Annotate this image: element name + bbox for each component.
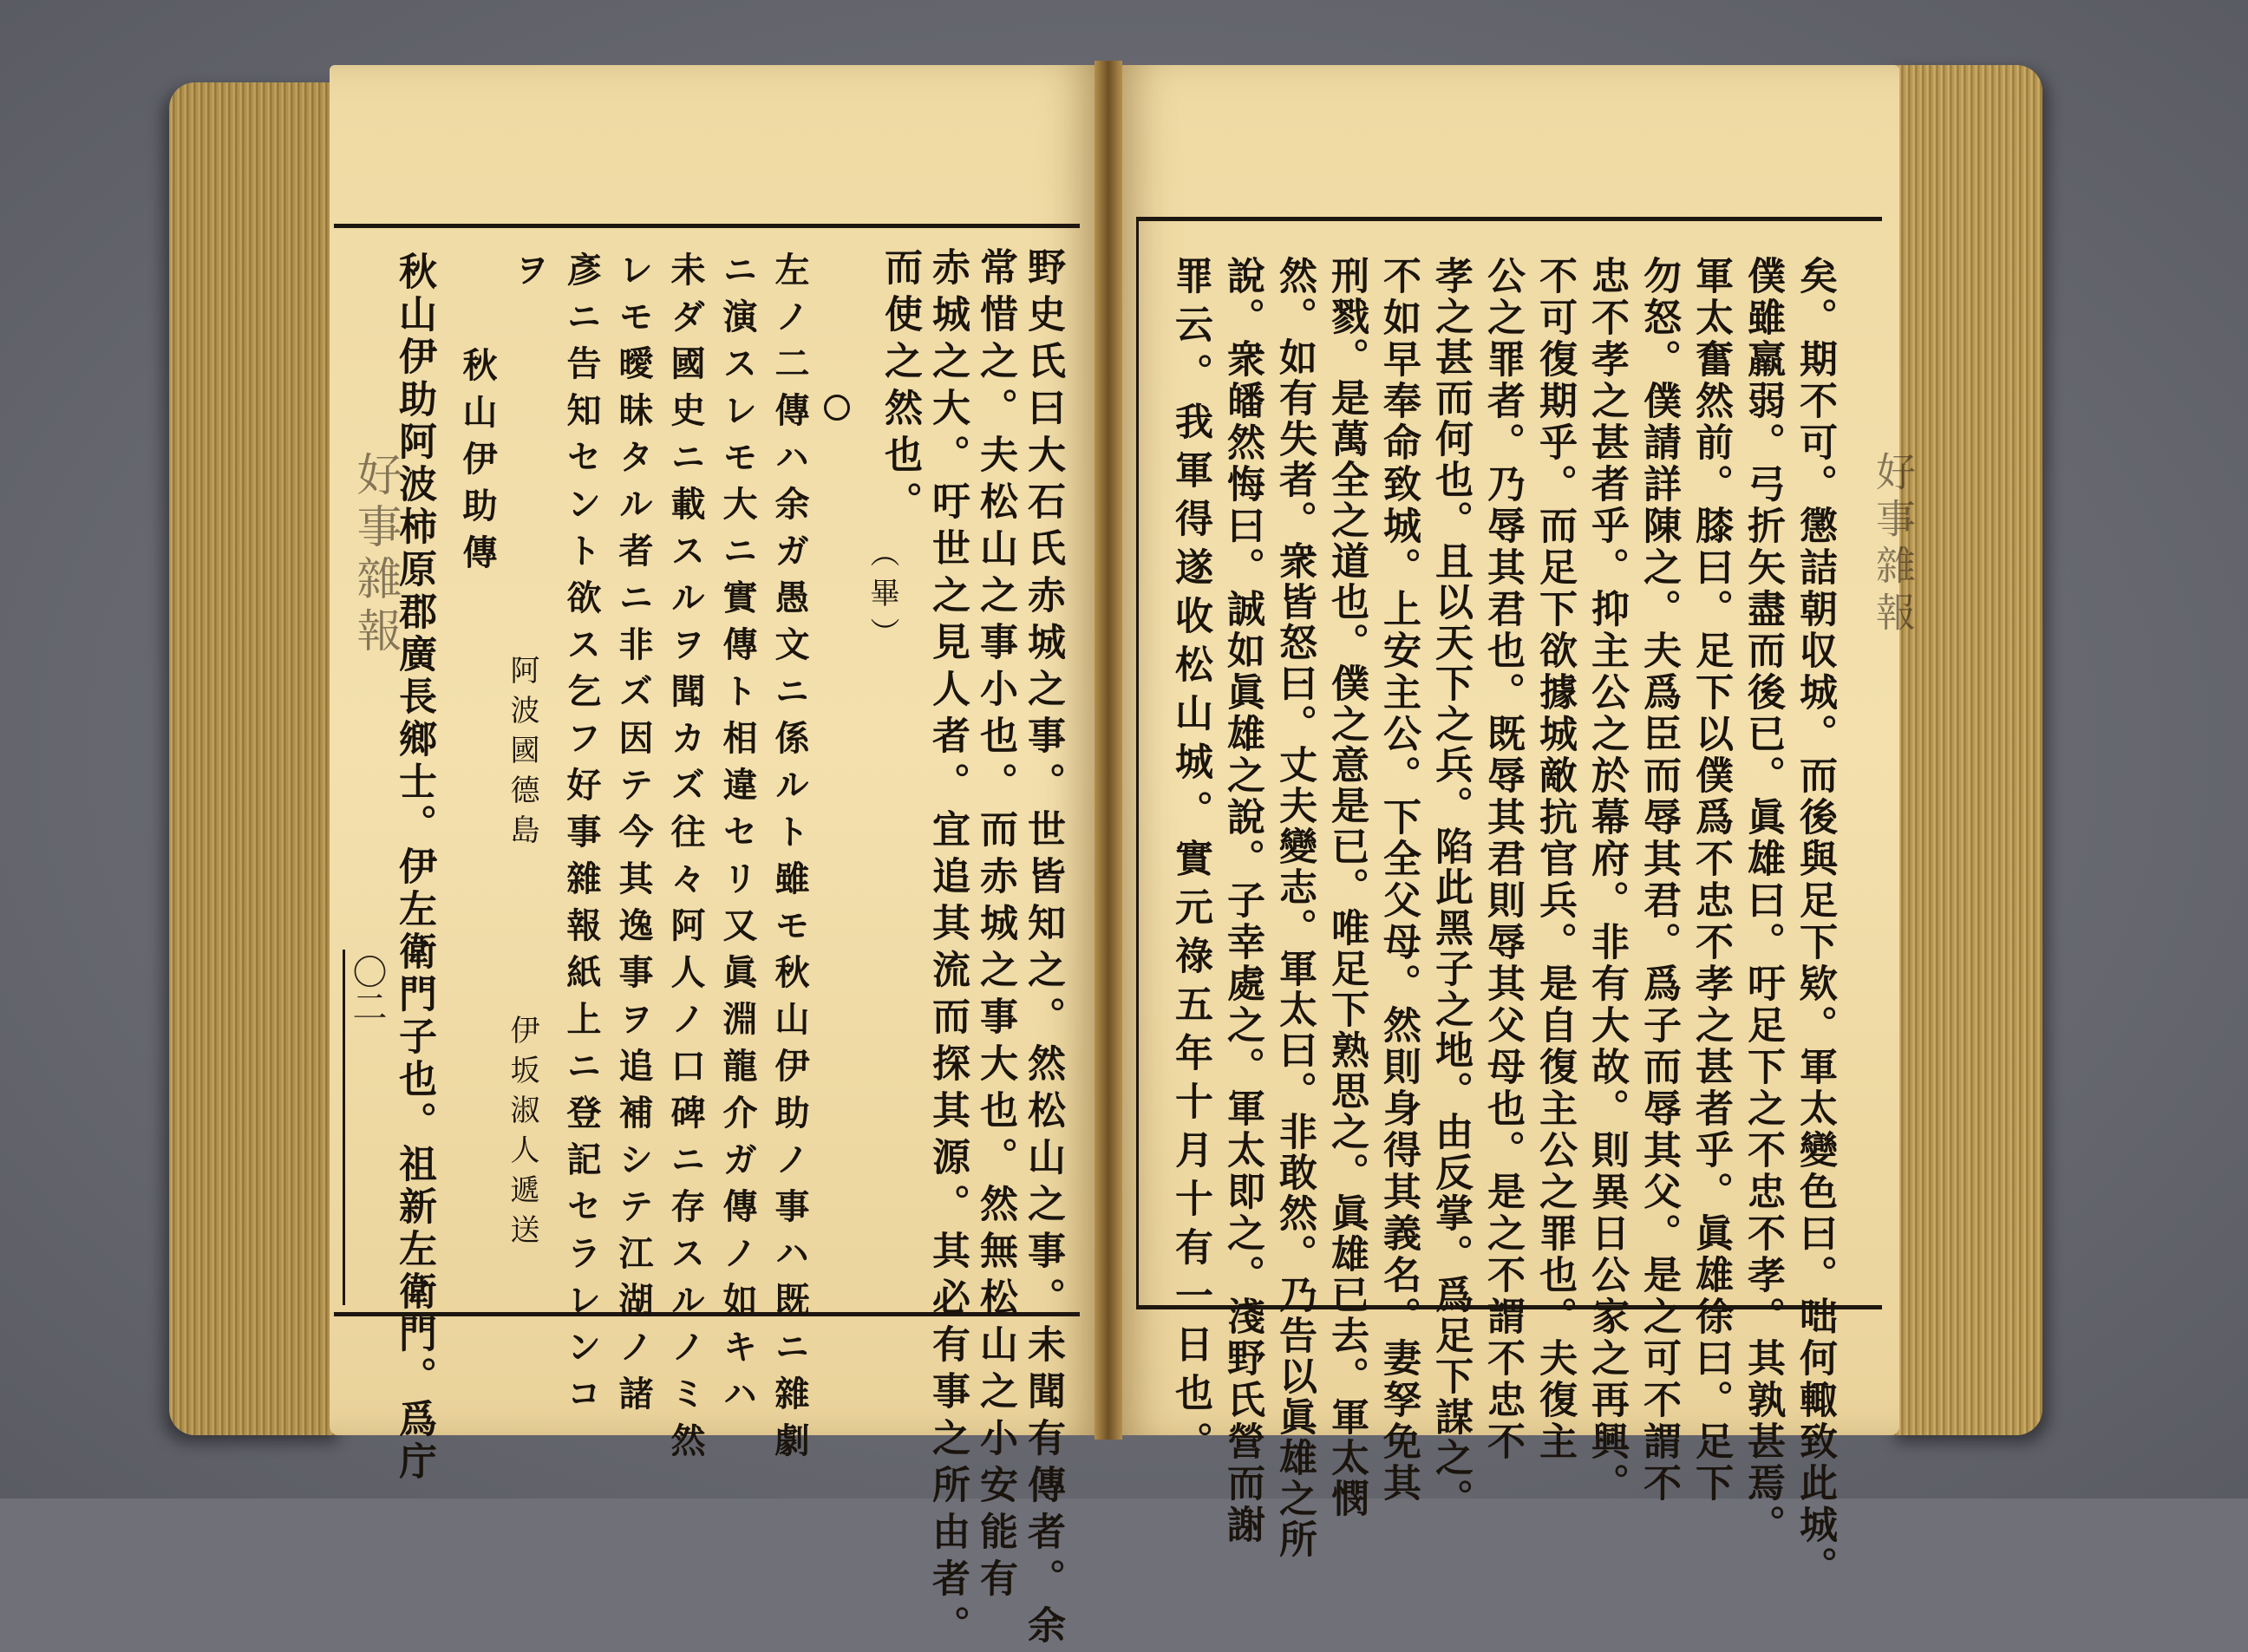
right-side-title: 好事雜報 [1870, 451, 1917, 638]
left-col-10: ヲ [509, 251, 550, 298]
right-col-2: 僕雖羸弱。弓折矢盡而後已。眞雄曰。吁足下之不忠不孝。其孰甚焉。 [1741, 256, 1785, 1546]
left-col-6: ニ演スレモ大ニ實傳ト相違セリ又眞淵龍介ガ傳ノ如キハ [717, 251, 758, 1422]
right-col-4: 勿怒。僕請詳陳之。夫爲臣而辱其君。爲子而辱其父。是之可不謂不 [1637, 256, 1681, 1505]
section-circle [824, 395, 850, 421]
left-col-1: 野史氏曰大石氏赤城之事。世皆知之。然松山之事。未聞有傳者。余 [1021, 247, 1065, 1652]
right-col-11: 然。如有失者。衆皆怒曰。丈夫變志。軍太曰。非敢然。乃告以眞雄之所 [1272, 256, 1317, 1560]
right-col-5: 忠不孝之甚者乎。抑主公之於幕府。非有大故。則異日公家之再興。 [1585, 256, 1629, 1505]
right-col-13: 罪云。我軍得遂收松山城。實元祿五年十月十有一日也。 [1168, 256, 1212, 1470]
left-col-9: 彥ニ告知セント欲ス乞フ好事雜報紙上ニ登記セラレンコ [561, 251, 602, 1422]
right-col-9: 不如早奉命致城。上安主公。下全父母。然則身得其義名。妻孥免其 [1376, 256, 1421, 1505]
right-col-8: 孝之甚而何也。且以天下之兵。陷此黑子之地。由反掌。爲足下謀之。 [1428, 256, 1473, 1519]
right-frame-left-rule [1136, 217, 1139, 1305]
left-col-5: 左ノ二傳ハ余ガ愚文ニ係ルト雖モ秋山伊助ノ事ハ既ニ雜劇 [769, 251, 810, 1469]
left-col-11: 秋山伊助阿波柿原郡廣長鄉士。伊左衛門子也。祖新左衛門。爲庁 [392, 251, 436, 1484]
right-col-7: 公之罪者。乃辱其君也。既辱其君則辱其父母也。是之不謂不忠不 [1480, 256, 1525, 1463]
right-col-12: 說。衆皤然悔曰。誠如眞雄之說。子幸處之。軍太即之。淺野氏營而謝 [1220, 256, 1264, 1546]
left-col-7: 未ダ國史ニ載スルヲ聞カズ往々阿人ノ口碑ニ存スルノミ然 [665, 251, 706, 1469]
right-col-1: 矣。期不可。懲詰朝収城。而後與足下欵。軍太變色曰。咄何輙致此城。 [1793, 256, 1837, 1588]
right-col-3: 軍太奮然前。膝曰。足下以僕爲不忠不孝之甚者乎。眞雄徐曰。足下 [1689, 256, 1733, 1505]
right-page-edges [1891, 65, 2042, 1435]
author: 伊坂淑人遞送 [505, 1015, 539, 1254]
left-page-edges [169, 82, 343, 1435]
left-side-title: 好事雜報 [349, 451, 401, 659]
end-mark: （畢） [865, 538, 899, 657]
right-col-10: 刑戮。是萬全之道也。僕之意是已。唯足下熟思之。眞雄已去。軍太憫 [1324, 256, 1369, 1519]
attribution: 阿波國德島 [505, 655, 539, 854]
left-col-4: 而使之然也。 [878, 247, 922, 528]
left-col-3: 赤城之大。吁世之見人者。宜追其流而探其源。其必有事之所由者。 [925, 247, 970, 1652]
left-col-2: 常惜之。夫松山之事小也。而赤城之事大也。然無松山之小安能有 [973, 247, 1017, 1605]
page-number: 〇二 [347, 954, 387, 1023]
book-gutter [1095, 61, 1122, 1440]
right-col-6: 不可復期乎。而足下欲據城敵抗官兵。是自復主公之罪也。夫復主 [1532, 256, 1577, 1463]
left-col-8: レモ曖昧タル者ニ非ズ因テ今其逸事ヲ追補シテ江湖ノ諸 [613, 251, 654, 1422]
section-title: 秋山伊助傳 [457, 347, 498, 581]
